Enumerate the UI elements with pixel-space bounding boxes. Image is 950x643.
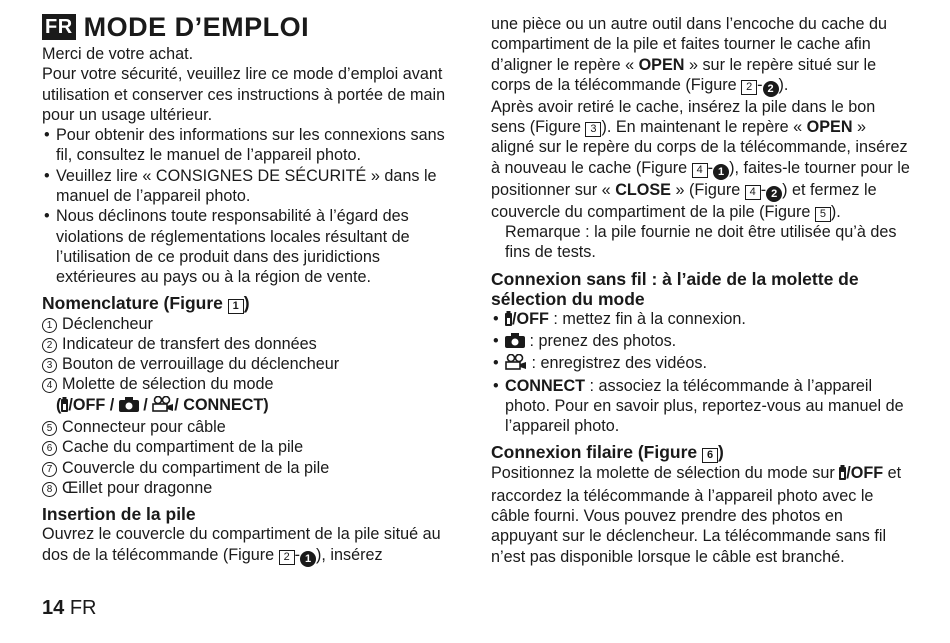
battery-insertion-text: Ouvrez le couvercle du compartiment de la pile situé au dos de la télécommande (Figure 2 - 1 ), insérez (42, 525, 441, 565)
wireless-connect-item: • CONNECT : associez la télécommande à l’appareil photo. Pour en savoir plus, reportez-vous au manuel de l’appareil photo. (491, 376, 911, 437)
wireless-off-item: • /OFF : mettez fin à la connexion. (491, 309, 911, 331)
left-column (42, 44, 462, 567)
battery-insertion-heading: Insertion de la pile (42, 504, 196, 525)
video-icon (152, 396, 174, 417)
list-item: 8 Œillet pour dragonne (42, 478, 462, 498)
bullet-liability: • Nous déclinons toute responsabilité à l’égard des violations de réglementations locales résultant de l’utilisation de ce produit dans des juridictions extérieures au pays ou à la région de vente. (42, 206, 462, 287)
title-text: MODE D’EMPLOI (83, 11, 310, 42)
list-item: 7 Couvercle du compartiment de la pile (42, 458, 462, 478)
bullet-safety: • Veuillez lire « CONSIGNES DE SÉCURITÉ » dans le manuel de l’appareil photo. (42, 166, 462, 207)
mode-dial-positions: ( /OFF / / / CONNECT) (42, 395, 462, 417)
list-item: 1 Déclencheur (42, 314, 462, 334)
page-title (42, 11, 310, 42)
list-item: 4 Molette de sélection du mode (42, 374, 462, 394)
wireless-photo-item: • : prenez des photos. (491, 331, 911, 353)
list-item: 5 Connecteur pour câble (42, 417, 462, 437)
right-column (491, 14, 911, 567)
wireless-video-item: • : enregistrez des vidéos. (491, 353, 911, 375)
list-item: 6 Cache du compartiment de la pile (42, 437, 462, 457)
bullet-wireless-info: • Pour obtenir des informations sur les connexions sans fil, consultez le manuel de l’appareil photo. (42, 125, 462, 166)
intro-thanks: Merci de votre achat. (42, 45, 194, 63)
wireless-heading: Connexion sans fil : à l’aide de la molette de sélection du mode (491, 268, 859, 309)
intro-safety: Pour votre sécurité, veuillez lire ce mode d’emploi avant utilisation et conserver ces instructions à portée de main pour un usage ultérieur. (42, 65, 446, 124)
figure-ref: 1 (228, 299, 244, 314)
list-item: 3 Bouton de verrouillage du déclencheur (42, 354, 462, 374)
battery-instructions-insert: Après avoir retiré le cache, insérez la pile dans le bon sens (Figure 3 ). En maintenant le repère « OPEN » aligné sur le repère du corps de la télécommande, insérez à nouveau le cache (Figure 4 - 1 ), faites-le tourner pour le positionner sur « CLOSE » (Figure 4 - 2 ) et fermez le couvercle du compartiment de la pile (Figure 5 ). (491, 97, 910, 221)
battery-instructions-continued: une pièce ou un autre outil dans l’encoche du cache du compartiment de la pile et faites tourner le cache afin d’aligner le repère « OPEN » sur le repère situé sur le corps de la télécommande (Figure 2 - 2 ). (491, 15, 887, 95)
camera-icon (119, 397, 139, 417)
list-item: 2 Indicateur de transfert des données (42, 334, 462, 354)
wired-text: Positionnez la molette de sélection du mode sur /OFF et raccordez la télécommande à l’appareil photo avec le câble fourni. Vous pouvez prendre des photos en appuyant sur le déclencheur. La télécommande sans fil n’est pas disponible lorsque le câble est branché. (491, 464, 902, 566)
battery-icon (505, 311, 512, 331)
page-number: 14 FR (42, 597, 97, 619)
wired-heading: Connexion filaire (Figure 6 ) (491, 442, 724, 463)
nomenclature-heading: Nomenclature (Figure 1 ) (42, 292, 250, 313)
camera-icon (505, 333, 525, 353)
language-badge: FR (42, 14, 76, 40)
remark: Remarque : la pile fournie ne doit être utilisée qu’à des fins de tests. (505, 223, 897, 262)
video-icon (505, 354, 527, 375)
